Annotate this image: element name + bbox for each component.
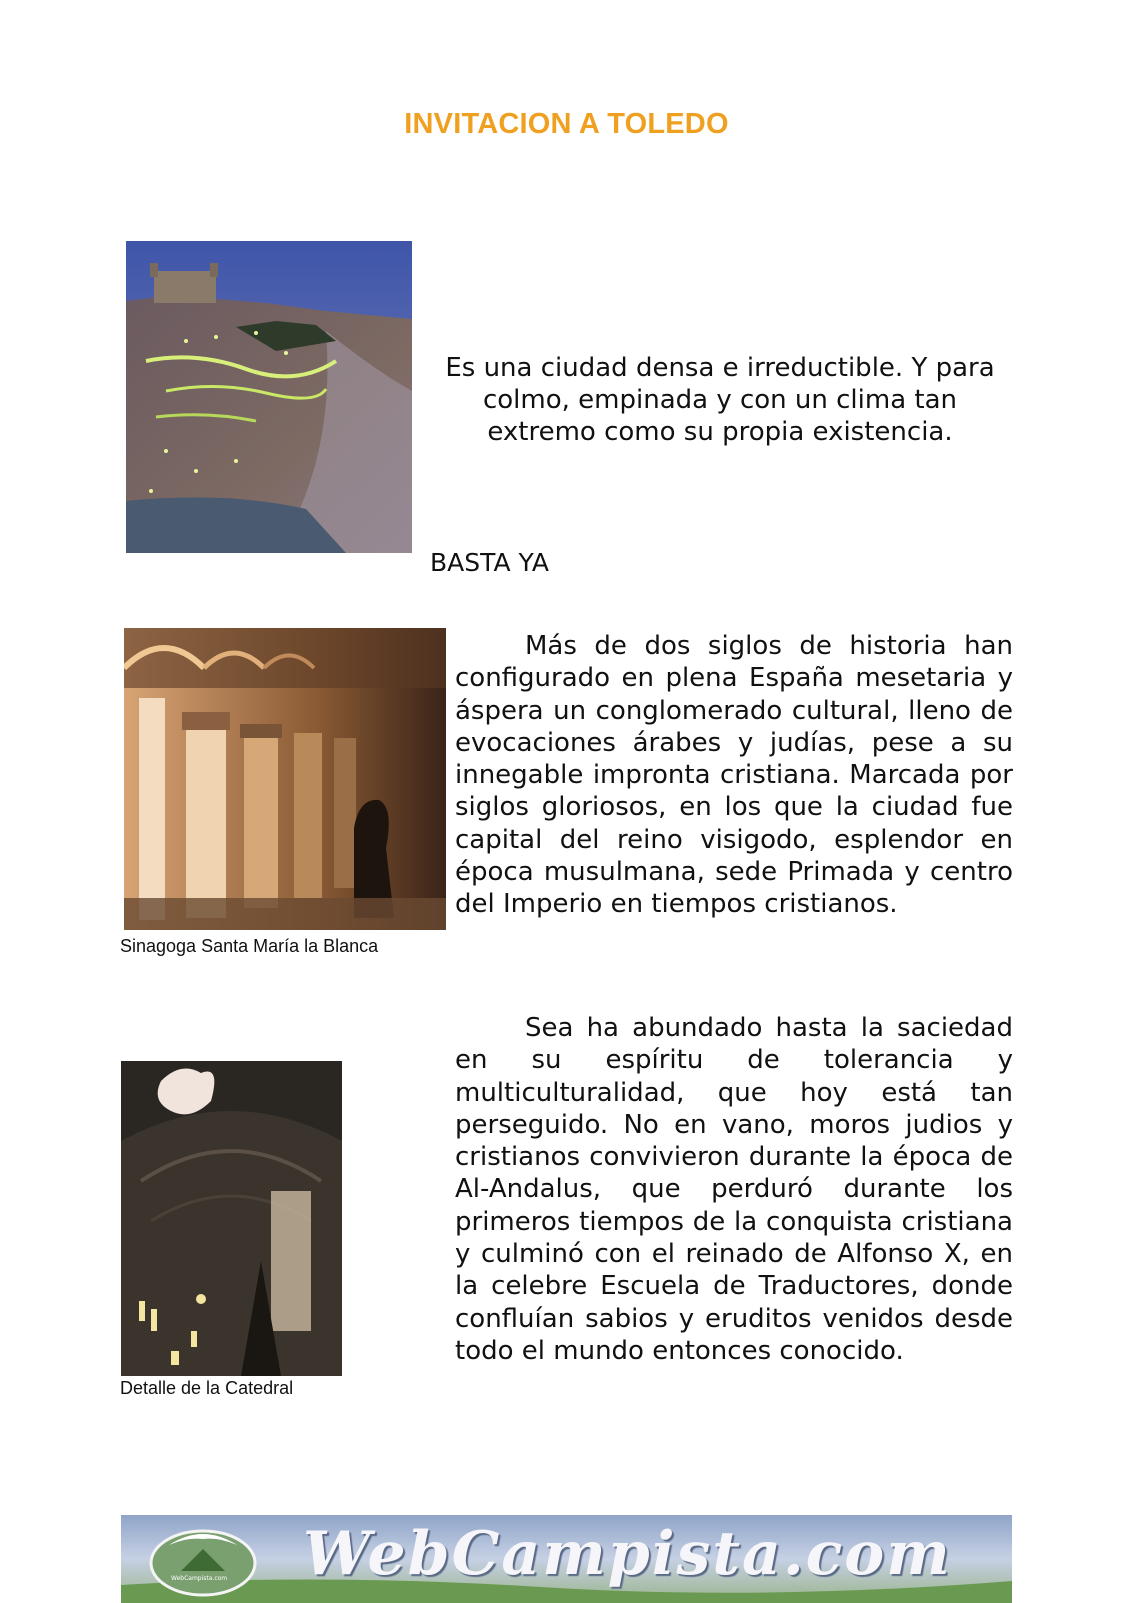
- caption-cathedral: Detalle de la Catedral: [120, 1378, 294, 1398]
- paragraph-tolerance: Sea ha abundado hasta la saciedad en su espíritu de tolerancia y multiculturalidad, que hoy está tan perseguido. No en vano, moros judios y cristianos convivieron durante la época de Al-Andalus, que perduró durante los primeros tiempos de la conquista cristiana y culminó con el reinado de Alfonso X, en la celebre Escuela de Traductores, donde confluían sabios y eruditos venidos desde todo el mundo entonces conocido.: [455, 1013, 1013, 1366]
- banner-brand-text[interactable]: WebCampista.com: [303, 1519, 952, 1589]
- cathedral-illustration: [121, 1061, 342, 1376]
- page-title: INVITACION A TOLEDO: [404, 108, 729, 140]
- toledo-night-photo: [126, 241, 412, 553]
- synagogue-photo: [124, 628, 446, 930]
- toledo-night-illustration: [126, 241, 412, 553]
- synagogue-illustration: [124, 628, 446, 930]
- paragraph-history: Más de dos siglos de historia han configurado en plena España mesetaria y áspera un conglomerado cultural, lleno de evocaciones árabes y judías, pese a su innegable impronta cristiana. Marcada por siglos gloriosos, en los que la ciudad fue capital del reino visigodo, esplendor en época musulmana, sede Primada y centro del Imperio en tiempos cristianos.: [455, 631, 1013, 920]
- caption-synagogue: Sinagoga Santa María la Blanca: [120, 936, 379, 956]
- intro-text: Es una ciudad densa e irreductible. Y para colmo, empinada y con un clima tan extremo como su propia existencia.: [445, 353, 995, 447]
- subheading: BASTA YA: [430, 548, 549, 577]
- cathedral-photo: [121, 1061, 342, 1376]
- banner-logo-text: WebCampista.com: [171, 1575, 228, 1582]
- webcampista-banner[interactable]: [121, 1515, 1012, 1603]
